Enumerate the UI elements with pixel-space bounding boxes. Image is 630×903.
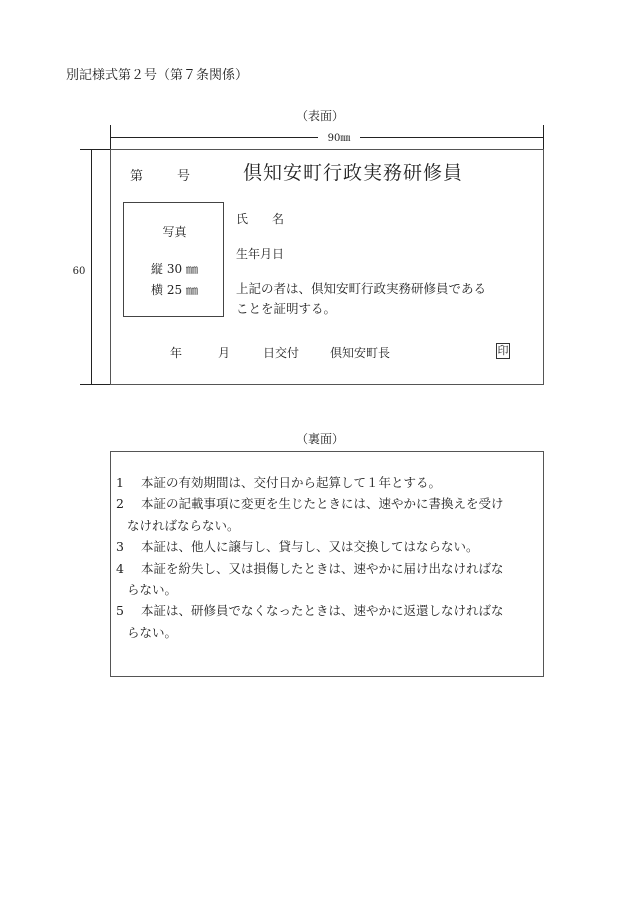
list-item bbox=[116, 558, 534, 601]
certification-line-1: 上記の者は、倶知安町行政実務研修員である bbox=[236, 281, 487, 296]
front-side-label: （表面） bbox=[295, 109, 344, 123]
certification-line-2: ことを証明する。 bbox=[236, 301, 337, 316]
list-item bbox=[116, 536, 534, 557]
number-suffix: 号 bbox=[177, 169, 191, 184]
item-text: 本証は、他人に譲与し、貸与し、又は交換してはならない。 bbox=[141, 539, 479, 555]
item-number: 4 bbox=[116, 560, 124, 576]
list-item bbox=[116, 472, 534, 493]
photo-box bbox=[123, 202, 224, 317]
item-text-continued: なければならない。 bbox=[127, 517, 240, 533]
photo-label: 写真 bbox=[162, 225, 187, 239]
name-label: 氏 名 bbox=[236, 212, 285, 226]
list-item bbox=[116, 493, 534, 536]
item-number: 5 bbox=[116, 603, 124, 619]
form-title: 別記様式第２号（第７条関係） bbox=[66, 68, 249, 83]
item-number: 2 bbox=[116, 496, 124, 512]
issue-month-label: 月 bbox=[218, 346, 231, 360]
back-notes-list bbox=[116, 472, 534, 643]
dim-width-label: 90㎜ bbox=[318, 129, 360, 144]
dim-height-bottom-tick bbox=[80, 384, 110, 385]
seal-mark: 印 bbox=[497, 344, 509, 357]
item-text: 本証の有効期間は、交付日から起算して１年とする。 bbox=[141, 475, 442, 490]
birthdate-label: 生年月日 bbox=[236, 247, 285, 261]
list-item bbox=[116, 600, 534, 643]
issue-day-label: 日交付 bbox=[263, 346, 300, 360]
item-number: 1 bbox=[116, 475, 124, 490]
item-text: 本証を紛失し、又は損傷したときは、速やかに届け出なければな bbox=[141, 560, 504, 576]
number-prefix: 第 bbox=[130, 169, 144, 184]
photo-height: 縦 30 ㎜ bbox=[151, 262, 198, 276]
issue-year-label: 年 bbox=[170, 346, 183, 360]
dim-height-label: 60 bbox=[72, 266, 86, 277]
certification-text bbox=[236, 279, 526, 319]
item-text: 本証は、研修員でなくなったときは、速やかに返還しなければな bbox=[141, 603, 504, 619]
item-text-continued: らない。 bbox=[127, 582, 178, 598]
item-number: 3 bbox=[116, 539, 124, 555]
item-text: 本証の記載事項に変更を生じたときには、速やかに書換えを受け bbox=[141, 496, 504, 512]
dim-height-top-tick bbox=[80, 149, 110, 150]
dim-height-line bbox=[91, 149, 92, 385]
card-title: 倶知安町行政実務研修員 bbox=[243, 162, 464, 184]
issuer-label: 倶知安町長 bbox=[330, 346, 391, 360]
photo-width: 横 25 ㎜ bbox=[151, 283, 198, 297]
back-side-label: （裏面） bbox=[295, 432, 344, 446]
item-text-continued: らない。 bbox=[127, 624, 178, 640]
